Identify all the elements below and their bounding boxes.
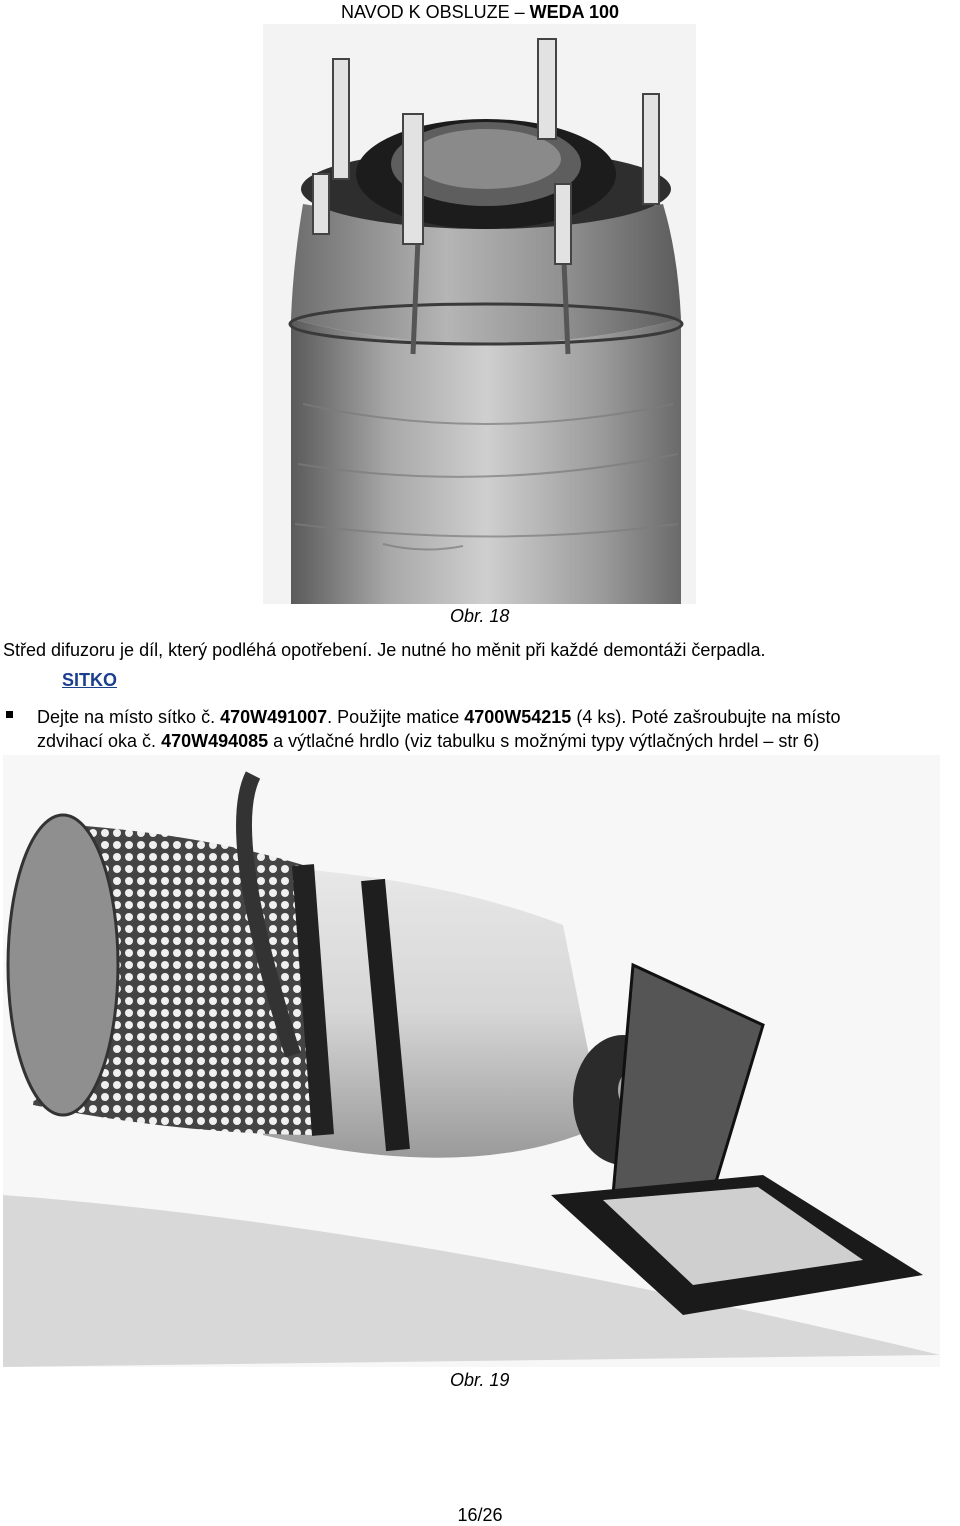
part-number-strainer: 470W491007 — [220, 707, 328, 727]
bullet-text-line-1 — [37, 705, 840, 729]
bullet-text: zdvihací oka č. — [37, 731, 162, 751]
bullet-text: a výtlačné hrdlo (viz tabulku s možnými typy výtlačných hrdel – str 6) — [268, 731, 820, 751]
pump-top-photo — [263, 24, 696, 604]
bullet-text-line-2 — [37, 729, 819, 753]
bullet-text: (4 ks). Poté zašroubujte na místo — [571, 707, 841, 727]
part-number-lifting-eye: 470W494085 — [161, 731, 269, 751]
bullet-marker — [6, 711, 13, 718]
page-header — [0, 0, 960, 24]
section-title-sitko: SITKO — [62, 670, 118, 690]
pump-strainer-photo — [3, 755, 940, 1367]
figure-18-caption: Obr. 18 — [450, 606, 510, 626]
page-number: 16/26 — [457, 1505, 503, 1525]
header-model: WEDA 100 — [529, 2, 620, 22]
part-number-nuts: 4700W54215 — [464, 707, 572, 727]
bullet-text: . Použijte matice — [327, 707, 465, 727]
header-prefix: NAVOD K OBSLUZE – — [340, 2, 530, 22]
figure-19-caption: Obr. 19 — [450, 1370, 510, 1390]
paragraph-diffuser: Střed difuzoru je díl, který podléhá opotřebení. Je nutné ho měnit při každé demontáži čerpadla. — [3, 640, 766, 660]
bullet-text: Dejte na místo sítko č. — [37, 707, 221, 727]
